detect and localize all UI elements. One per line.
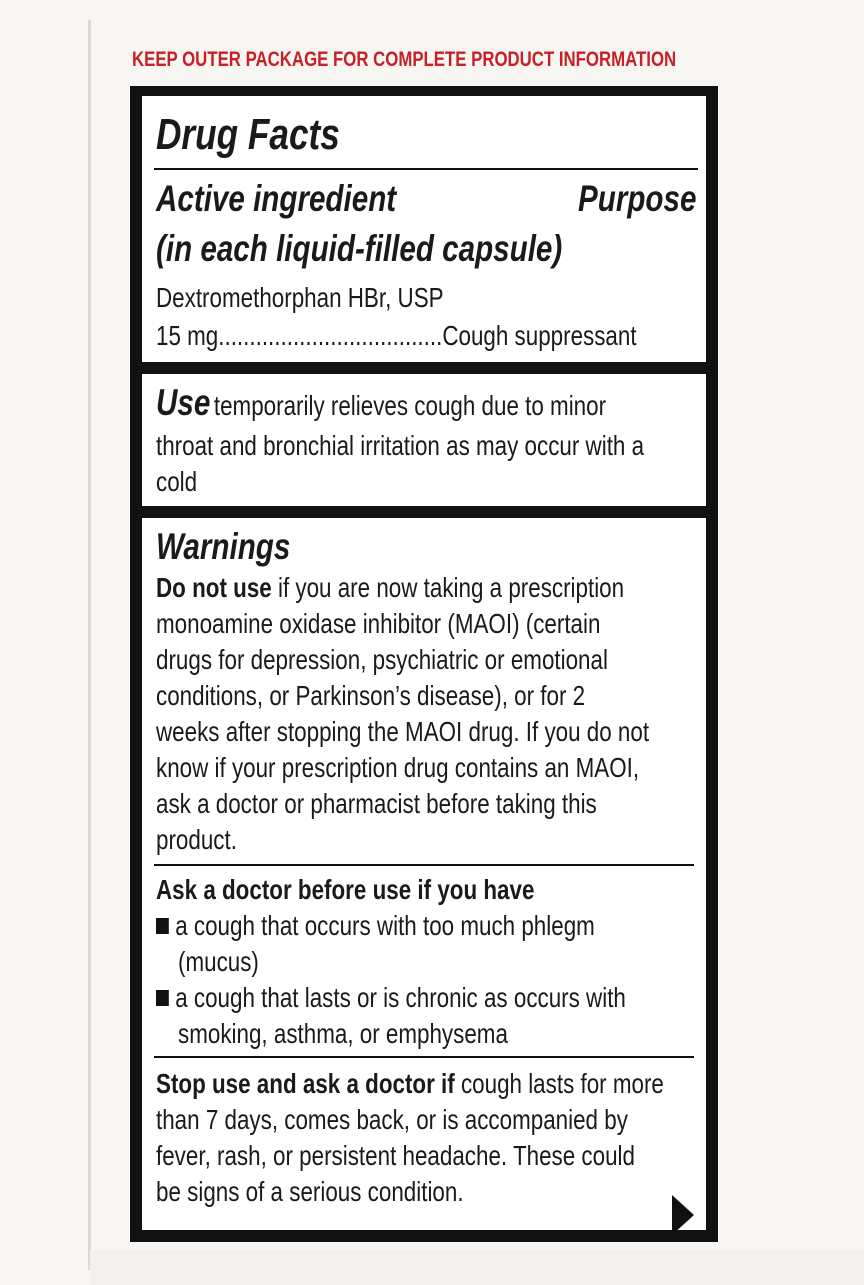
use-text-3: cold	[156, 466, 198, 497]
package-bottom	[90, 1250, 864, 1285]
ask-doctor-item-2-cont: smoking, asthma, or emphysema	[178, 1018, 508, 1049]
drug-facts-panel	[130, 86, 718, 1242]
warnings-divider-1	[154, 864, 694, 866]
stop-use-text-3: fever, rash, or persistent headache. These could	[156, 1140, 635, 1171]
right-triangle-icon	[672, 1195, 694, 1235]
warnings-divider-2	[154, 1056, 694, 1058]
do-not-use-text-4: conditions, or Parkinson’s disease), or for 2	[156, 680, 586, 711]
ask-doctor-item-1: a cough that occurs with too much phlegm	[156, 908, 595, 944]
stop-use-label: Stop use and ask a doctor if	[156, 1068, 455, 1099]
do-not-use-text-5: weeks after stopping the MAOI drug. If you do not	[156, 716, 650, 747]
warnings-section	[142, 518, 706, 1230]
do-not-use-label: Do not use	[156, 572, 272, 603]
drug-facts-title: Drug Facts	[156, 110, 340, 159]
do-not-use-text-6: know if your prescription drug contains an MAOI,	[156, 752, 640, 783]
active-ingredient-sub: (in each liquid-filled capsule)	[156, 228, 563, 269]
use-text-1: temporarily relieves cough due to minor	[213, 390, 607, 421]
purpose-label: Purpose	[578, 178, 697, 219]
do-not-use-line-1	[156, 570, 624, 606]
ingredient-dose: 15 mg	[156, 320, 219, 351]
ingredient-row	[156, 318, 637, 354]
use-line-1	[156, 382, 606, 424]
do-not-use-text-1: if you are now taking a prescription	[277, 572, 625, 603]
stop-use-text-2: than 7 days, comes back, or is accompanied by	[156, 1104, 628, 1135]
drug-facts-section	[142, 96, 706, 362]
use-label: Use	[156, 382, 211, 423]
use-text-2: throat and bronchial irritation as may occur with a	[156, 430, 645, 461]
package-edge	[88, 20, 91, 1270]
stop-use-line-1	[156, 1066, 664, 1102]
do-not-use-text-2: monoamine oxidase inhibitor (MAOI) (certain	[156, 608, 601, 639]
ingredient-leader-dots: ....................................	[218, 320, 443, 351]
do-not-use-text-8: product.	[156, 824, 237, 855]
do-not-use-text-3: drugs for depression, psychiatric or emotional	[156, 644, 608, 675]
ask-doctor-item-1-cont: (mucus)	[178, 946, 259, 977]
ingredient-name: Dextromethorphan HBr, USP	[156, 282, 444, 313]
keep-package-notice: KEEP OUTER PACKAGE FOR COMPLETE PRODUCT INFORMATION	[132, 48, 677, 71]
ask-doctor-heading: Ask a doctor before use if you have	[156, 874, 535, 905]
title-divider	[154, 168, 698, 170]
active-ingredient-label: Active ingredient	[156, 178, 397, 219]
ask-doctor-item-2: a cough that lasts or is chronic as occurs with	[156, 980, 626, 1016]
stop-use-text-4: be signs of a serious condition.	[156, 1176, 464, 1207]
ingredient-purpose: Cough suppressant	[442, 320, 637, 351]
do-not-use-text-7: ask a doctor or pharmacist before taking this	[156, 788, 597, 819]
warnings-title: Warnings	[156, 526, 291, 567]
use-section	[142, 374, 706, 506]
square-bullet-icon	[156, 918, 169, 934]
stop-use-text-1: cough lasts for more	[460, 1068, 664, 1099]
square-bullet-icon	[156, 990, 169, 1006]
